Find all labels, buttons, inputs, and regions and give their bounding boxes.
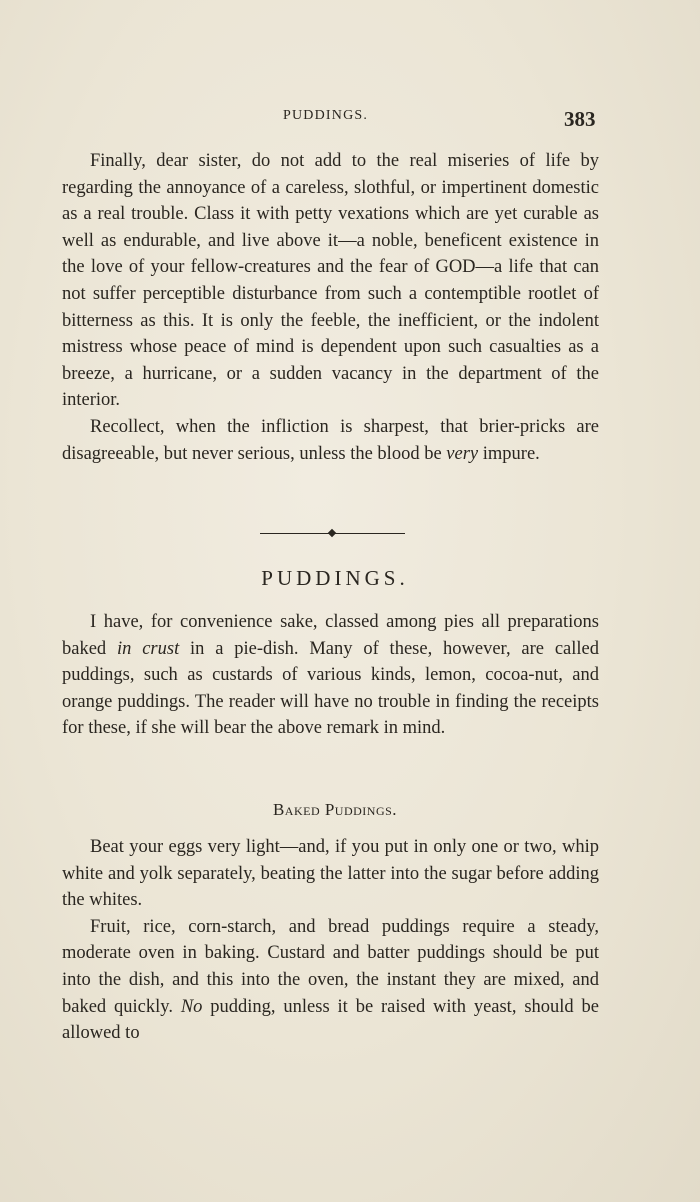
baked-puddings-section xyxy=(62,834,599,1047)
emphasis-in-crust: in crust xyxy=(117,638,180,659)
emphasis-no: No xyxy=(180,996,203,1017)
subsection-heading-baked-puddings: Baked Puddings. xyxy=(272,800,398,819)
paragraph-text: Finally, dear sister, do not add to the real miseries of life by regarding the annoyance of a careless, slothful, or impertinent domestic as a real trouble. Class it with petty vexations which are yet curable as well as endurable, and live above it—a noble, beneficent existence in the love of your fellow-creatures and the fear of GOD—a life that can not suffer perceptible disturbance from such a contemptible rootlet of bitterness as this. It is only the feeble, the inefficient, or the indolent mistress whose peace of mind is dependent upon such casualties as a breeze, a hurricane, or a sudden vacancy in the department of the interior. xyxy=(62,151,599,411)
page-number: 383 xyxy=(564,107,596,131)
intro-section xyxy=(62,148,599,467)
section-divider xyxy=(260,529,405,539)
paragraph-convenience xyxy=(62,609,599,742)
paragraph-text: impure. xyxy=(478,443,540,464)
paragraph-text: Recollect, when the infliction is sharpest, that brier-pricks are disagreeable, but never serious, unless the blood be xyxy=(62,416,599,464)
running-head: PUDDINGS. xyxy=(283,108,369,123)
section-heading-puddings: PUDDINGS. xyxy=(261,566,409,590)
paragraph-finally xyxy=(62,148,599,414)
paragraph-recollect xyxy=(62,414,599,467)
emphasis-very: very xyxy=(446,443,479,464)
paragraph-text: pudding, unless it be raised with yeast, should be allowed to xyxy=(62,996,599,1044)
puddings-section xyxy=(62,609,599,742)
paragraph-text: in a pie-dish. Many of these, however, are called puddings, such as custards of various kinds, lemon, cocoa-nut, and orange puddings. The reader will have no trouble in finding the receipts for these, if she will bear the above remark in mind. xyxy=(62,638,599,739)
paragraph-fruit-rice xyxy=(62,914,599,1047)
paragraph-text: Beat your eggs very light—and, if you put in only one or two, whip white and yolk separately, beating the latter into the sugar before adding the whites. xyxy=(62,837,599,911)
paragraph-text: Fruit, rice, corn-starch, and bread puddings require a steady, moderate oven in baking. Custard and batter puddings should be put into the dish, and this into the oven, the instant they are mixed, and baked quickly. xyxy=(62,916,599,1017)
divider-diamond xyxy=(328,529,336,537)
paragraph-text: I have, for convenience sake, classed among pies all preparations baked xyxy=(62,612,599,659)
paragraph-beat-eggs xyxy=(62,834,599,914)
